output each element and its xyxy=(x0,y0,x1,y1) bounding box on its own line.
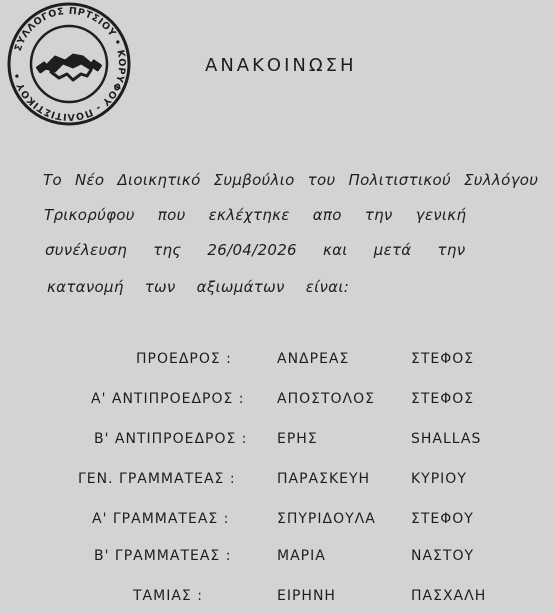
member-role: Β' ΓΡΑΜΜΑΤΕΑΣ : xyxy=(94,548,232,564)
paragraph-line: κατανομή των αξιωμάτων είναι: xyxy=(47,278,350,296)
paragraph-line: Τρικορύφου που εκλέχτηκε απο την γενική xyxy=(44,206,467,224)
member-surname: SHALLAS xyxy=(411,431,482,447)
member-first-name: ΣΠΥΡΙΔΟΥΛΑ xyxy=(277,511,376,527)
board-member-row xyxy=(0,391,555,417)
member-role: Β' ΑΝΤΙΠΡΟΕΔΡΟΣ : xyxy=(94,431,248,447)
member-first-name: ΠΑΡΑΣΚΕΥΗ xyxy=(277,471,371,487)
board-member-row xyxy=(0,431,555,457)
member-surname: ΚΥΡΙΟΥ xyxy=(411,471,467,487)
society-seal-stamp xyxy=(7,2,131,126)
member-role: ΠΡΟΕΔΡΟΣ : xyxy=(136,351,232,367)
member-role: Α' ΓΡΑΜΜΑΤΕΑΣ : xyxy=(92,511,230,527)
member-first-name: ΑΠΟΣΤΟΛΟΣ xyxy=(277,391,375,407)
paragraph-line: Το Νέο Διοικητικό Συμβούλιο του Πολιτιστικού Συλλόγου xyxy=(43,171,539,189)
member-role: Α' ΑΝΤΙΠΡΟΕΔΡΟΣ : xyxy=(91,391,245,407)
board-member-row xyxy=(0,548,555,574)
member-first-name: ΕΙΡΗΝΗ xyxy=(277,588,336,604)
board-member-row xyxy=(0,351,555,377)
member-role: ΤΑΜΙΑΣ : xyxy=(133,588,203,604)
member-surname: ΠΑΣΧΑΛΗ xyxy=(411,588,487,604)
member-surname: ΣΤΕΦΟΣ xyxy=(411,351,475,367)
board-member-row xyxy=(0,588,555,614)
board-member-row xyxy=(0,471,555,497)
board-member-row xyxy=(0,511,555,537)
member-first-name: ΕΡΗΣ xyxy=(277,431,318,447)
member-first-name: ΑΝΔΡΕΑΣ xyxy=(277,351,350,367)
page-title: ΑΝΑΚΟΙΝΩΣΗ xyxy=(205,55,357,76)
paragraph-line: συνέλευση της 26/04/2026 και μετά την xyxy=(45,241,466,259)
member-first-name: ΜΑΡΙΑ xyxy=(277,548,326,564)
member-surname: ΣΤΕΦΟΣ xyxy=(411,391,475,407)
member-role: ΓΕΝ. ΓΡΑΜΜΑΤΕΑΣ : xyxy=(78,471,236,487)
svg-text:ΣΥΛΛΟΓΟΣ ΠΡΤΣΙΟΥ • ΚΟΡΥΦΟΥ - Π: ΣΥΛΛΟΓΟΣ ΠΡΤΣΙΟΥ • ΚΟΡΥΦΟΥ - ΠΟΛΙΤΙΣΤΙΚΟΥ • xyxy=(11,5,128,123)
member-surname: ΝΑΣΤΟΥ xyxy=(411,548,475,564)
member-surname: ΣΤΕΦΟΥ xyxy=(411,511,474,527)
